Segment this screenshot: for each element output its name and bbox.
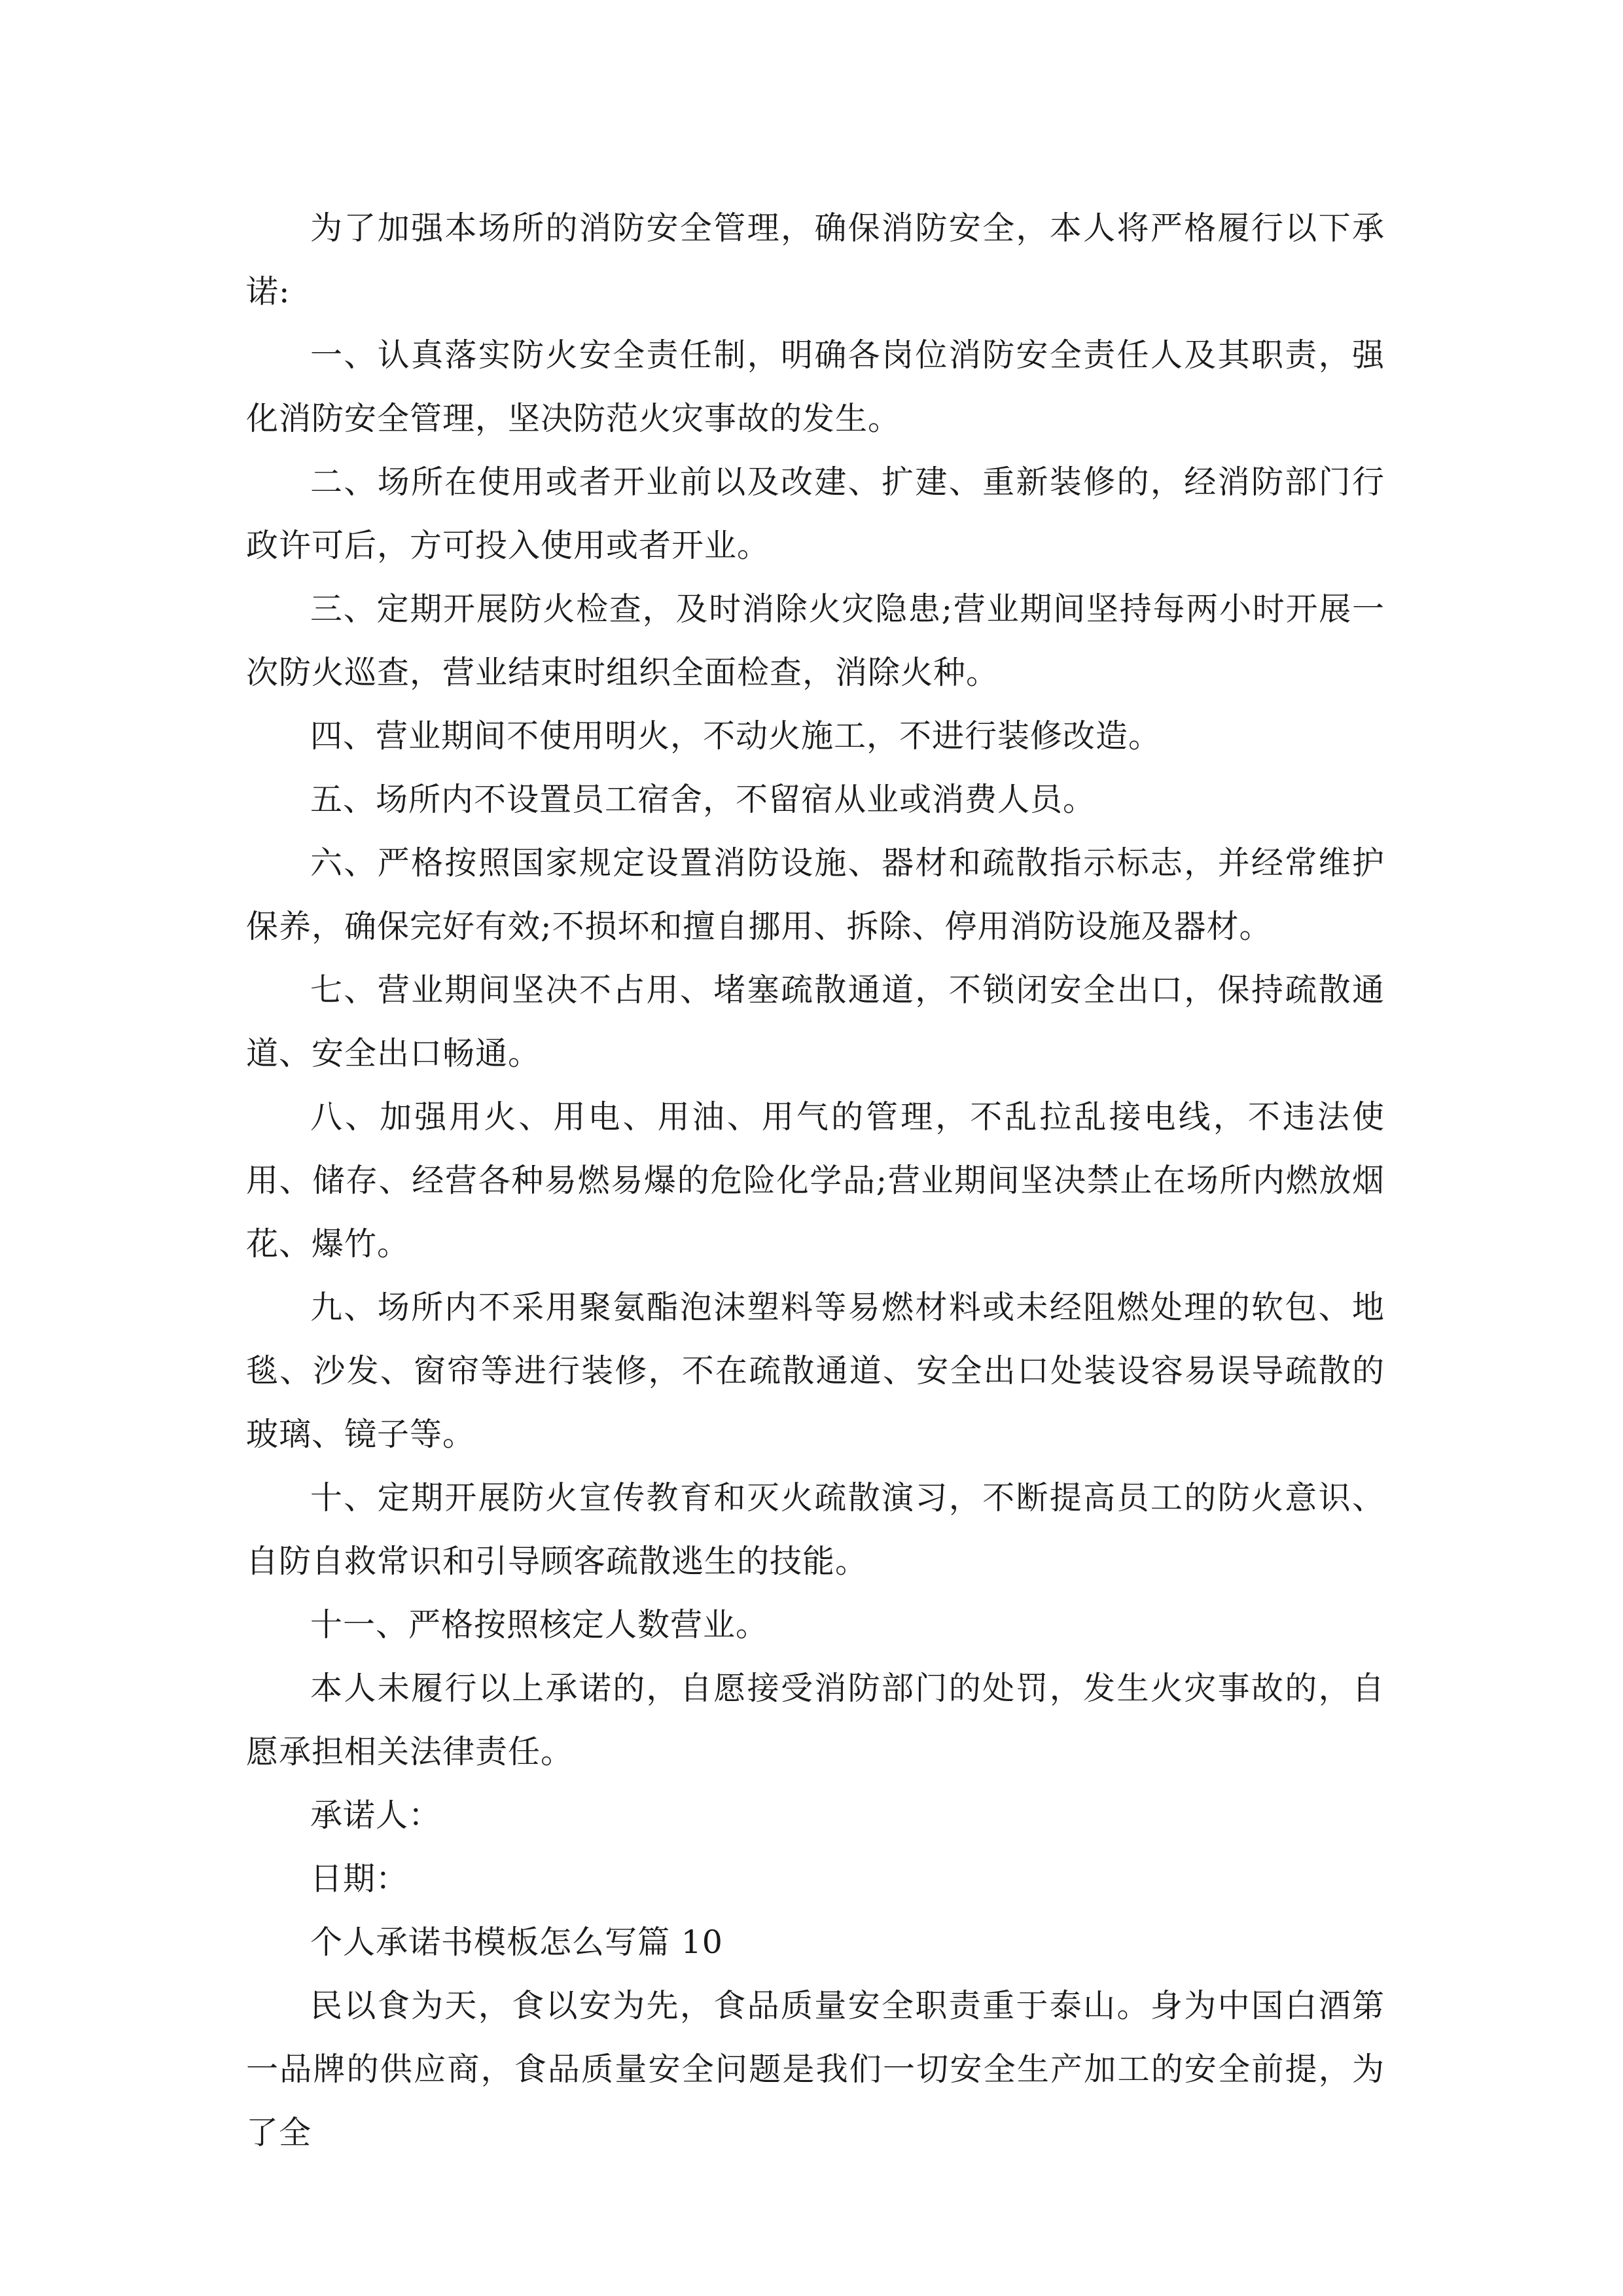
commitment-item-5: 五、场所内不设置员工宿舍，不留宿从业或消费人员。 [310,781,1096,818]
date-label: 日期： [310,1860,409,1897]
document-body [246,196,1385,2164]
commitment-item-3: 三、定期开展防火检查，及时消除火灾隐患;营业期间坚持每两小时开展一次防火巡查，营业结束时组织全面检查，消除火种。 [246,590,1385,691]
liability-paragraph: 本人未履行以上承诺的，自愿接受消防部门的处罚，发生火灾事故的，自愿承担相关法律责任。 [246,1670,1385,1770]
commitment-item-2: 二、场所在使用或者开业前以及改建、扩建、重新装修的，经消防部门行政许可后，方可投入使用或者开业。 [246,463,1385,564]
commitment-item-6: 六、严格按照国家规定设置消防设施、器材和疏散指示标志，并经常维护保养，确保完好有效;不损坏和擅自挪用、拆除、停用消防设施及器材。 [246,844,1385,945]
commitment-item-10: 十、定期开展防火宣传教育和灭火疏散演习，不断提高员工的防火意识、自防自救常识和引导顾客疏散逃生的技能。 [246,1479,1385,1580]
section-heading: 个人承诺书模板怎么写篇 10 [310,1924,723,1961]
signatory-label: 承诺人： [310,1797,442,1834]
commitment-item-1: 一、认真落实防火安全责任制，明确各岗位消防安全责任人及其职责，强化消防安全管理，坚决防范火灾事故的发生。 [246,336,1385,437]
commitment-item-7: 七、营业期间坚决不占用、堵塞疏散通道，不锁闭安全出口，保持疏散通道、安全出口畅通。 [246,971,1385,1072]
commitment-item-8: 八、加强用火、用电、用油、用气的管理，不乱拉乱接电线，不违法使用、储存、经营各种易燃易爆的危险化学品;营业期间坚决禁止在场所内燃放烟花、爆竹。 [246,1098,1385,1263]
commitment-item-9: 九、场所内不采用聚氨酯泡沫塑料等易燃材料或未经阻燃处理的软包、地毯、沙发、窗帘等进行装修，不在疏散通道、安全出口处装设容易误导疏散的玻璃、镜子等。 [246,1289,1385,1453]
commitment-item-11: 十一、严格按照核定人数营业。 [310,1606,769,1643]
food-safety-paragraph: 民以食为天，食以安为先，食品质量安全职责重于泰山。身为中国白酒第一品牌的供应商，食品质量安全问题是我们一切安全生产加工的安全前提，为了全 [246,1987,1385,2151]
intro-paragraph: 为了加强本场所的消防安全管理，确保消防安全，本人将严格履行以下承诺: [246,209,1385,310]
commitment-item-4: 四、营业期间不使用明火，不动火施工，不进行装修改造。 [310,717,1162,755]
